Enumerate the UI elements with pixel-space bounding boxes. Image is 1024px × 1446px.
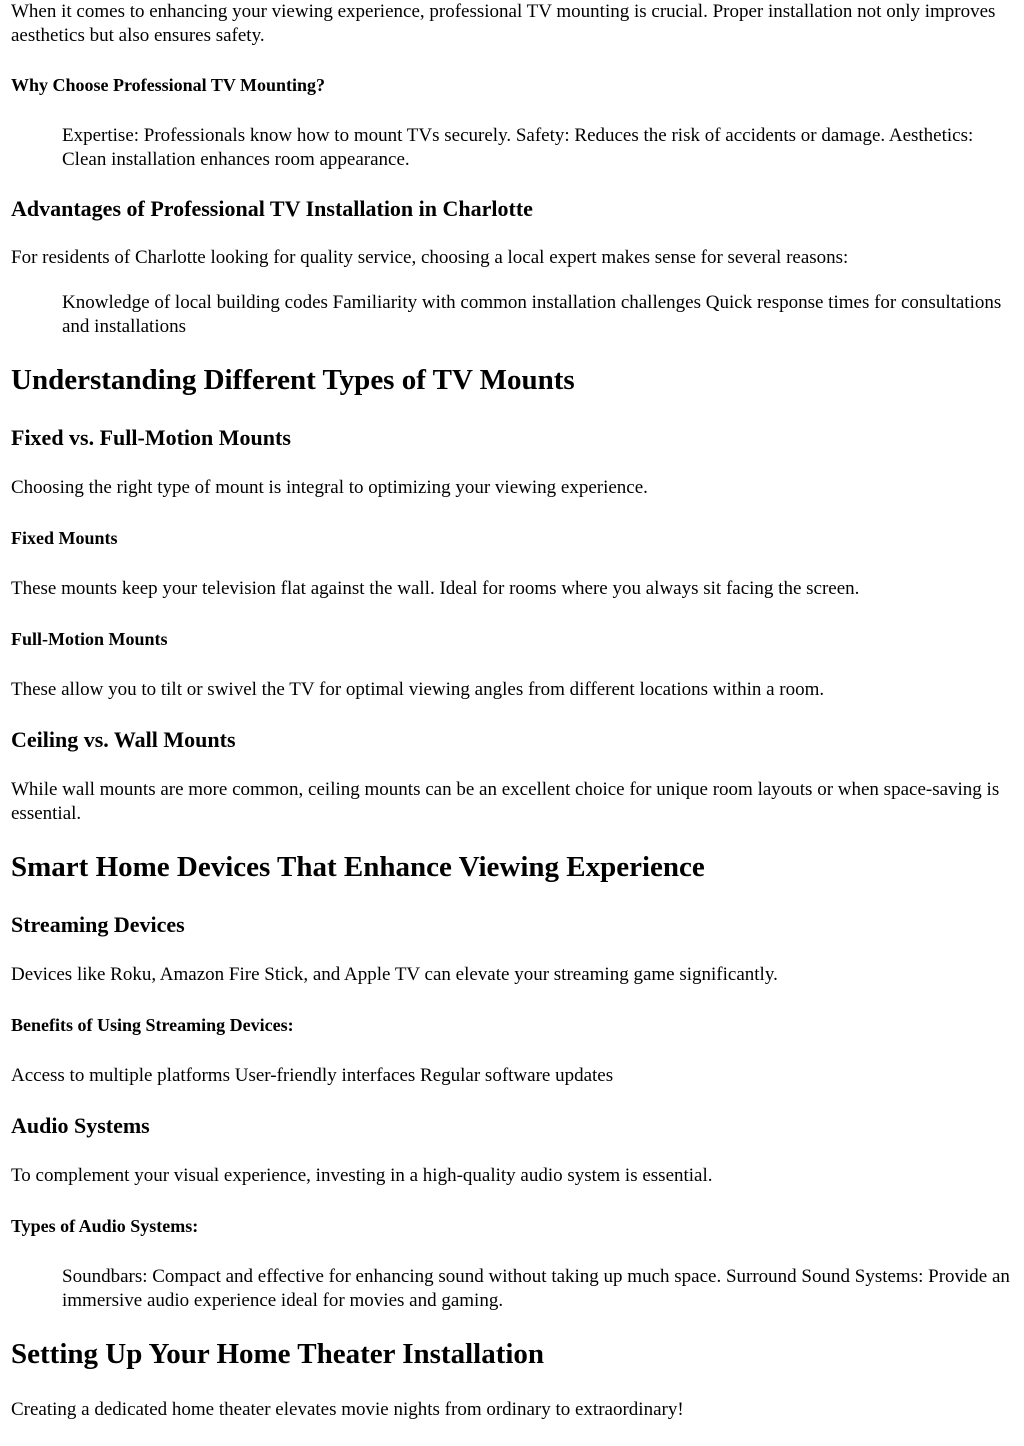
streaming-devices-paragraph: Devices like Roku, Amazon Fire Stick, and Apple TV can elevate your streaming game significantly. — [11, 964, 778, 985]
why-professional-list: Expertise: Professionals know how to mount TVs securely. Safety: Reduces the risk of accidents or damage. Aesthetics: Clean installation enhances room appearance. — [62, 125, 974, 170]
fixed-mounts-paragraph: These mounts keep your television flat against the wall. Ideal for rooms where you always sit facing the screen. — [11, 578, 860, 599]
smart-home-heading: Smart Home Devices That Enhance Viewing Experience — [11, 851, 705, 883]
fixed-vs-full-heading: Fixed vs. Full-Motion Mounts — [11, 425, 291, 450]
fixed-mounts-heading: Fixed Mounts — [11, 528, 118, 548]
full-motion-heading: Full-Motion Mounts — [11, 629, 168, 649]
streaming-benefits-heading: Benefits of Using Streaming Devices: — [11, 1015, 294, 1035]
ceiling-vs-wall-heading: Ceiling vs. Wall Mounts — [11, 727, 236, 752]
mount-types-heading: Understanding Different Types of TV Mounts — [11, 364, 575, 396]
streaming-devices-heading: Streaming Devices — [11, 912, 185, 937]
streaming-benefits-list: Access to multiple platforms User-friendly interfaces Regular software updates — [11, 1065, 614, 1086]
audio-systems-heading: Audio Systems — [11, 1113, 150, 1138]
why-professional-heading: Why Choose Professional TV Mounting? — [11, 75, 326, 95]
home-theater-paragraph: Creating a dedicated home theater elevates movie nights from ordinary to extraordinary! — [11, 1399, 684, 1420]
full-motion-paragraph: These allow you to tilt or swivel the TV for optimal viewing angles from different locations within a room. — [11, 679, 825, 700]
intro-paragraph: When it comes to enhancing your viewing experience, professional TV mounting is crucial. Proper installation not only improves aesthetics but also ensures safety. — [11, 1, 996, 46]
audio-systems-paragraph: To complement your visual experience, investing in a high-quality audio system is essential. — [11, 1165, 713, 1186]
home-theater-heading: Setting Up Your Home Theater Installation — [11, 1338, 545, 1370]
ceiling-vs-wall-paragraph: While wall mounts are more common, ceiling mounts can be an excellent choice for unique room layouts or when space-saving is essential. — [11, 779, 1000, 824]
advantages-heading: Advantages of Professional TV Installation in Charlotte — [11, 196, 533, 221]
advantages-paragraph: For residents of Charlotte looking for quality service, choosing a local expert makes sense for several reasons: — [11, 247, 849, 268]
audio-types-list: Soundbars: Compact and effective for enhancing sound without taking up much space. Surround Sound Systems: Provide an immersive audio experience ideal for movies and gaming. — [62, 1266, 1010, 1311]
fixed-vs-full-paragraph: Choosing the right type of mount is integral to optimizing your viewing experience. — [11, 477, 648, 498]
advantages-list: Knowledge of local building codes Familiarity with common installation challenges Quick response times for consultations and installations — [62, 292, 1002, 337]
audio-types-heading: Types of Audio Systems: — [11, 1216, 199, 1236]
